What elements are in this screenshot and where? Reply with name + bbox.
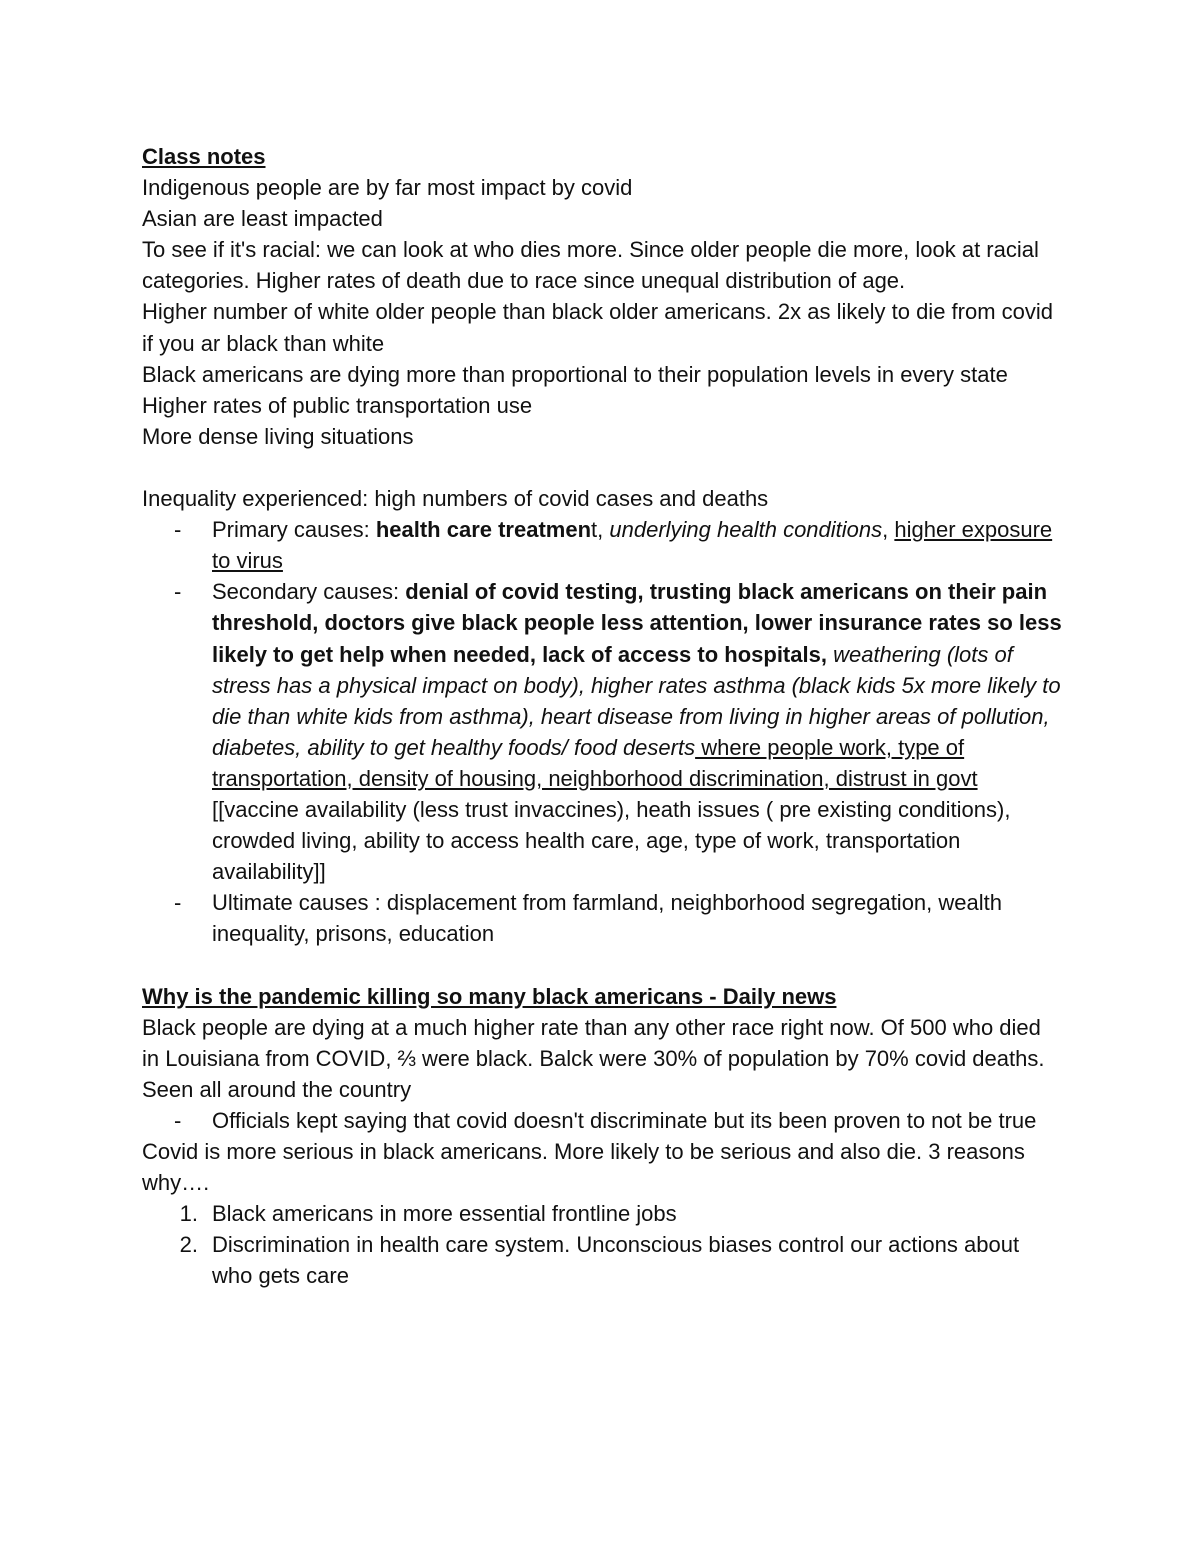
primary-label: Primary causes:	[212, 517, 376, 543]
daily-news-bullets	[142, 1105, 1062, 1136]
bullet-text: Officials kept saying that covid doesn't discriminate but its been proven to not be true	[212, 1107, 1037, 1133]
secondary-label: Secondary causes:	[212, 579, 406, 605]
dash-marker: -	[174, 1107, 182, 1133]
dash-marker: -	[174, 890, 182, 916]
list-item	[142, 1229, 1062, 1291]
blank-line	[142, 949, 1062, 980]
reason-text: Discrimination in health care system. Unconscious biases control our actions about who gets care	[212, 1232, 1020, 1289]
primary-sep: ,	[597, 517, 610, 543]
dash-marker: -	[174, 517, 182, 543]
class-notes-heading: Class notes	[142, 144, 266, 169]
secondary-plain: [[vaccine availability (less trust invaccines), heath issues ( pre existing conditions), crowded living, ability to access health care, age, type of work, transportation availability]]	[212, 796, 1011, 885]
daily-news-heading: Why is the pandemic killing so many black americans - Daily news	[142, 983, 837, 1009]
list-item	[142, 1198, 1062, 1229]
note-line: More dense living situations	[142, 423, 414, 449]
secondary-underlined: where people work, type of transportation, density of housing, neighborhood discrimination, distrust in govt	[212, 734, 978, 791]
reasons-list	[142, 1198, 1062, 1291]
note-line: Asian are least impacted	[142, 206, 383, 232]
primary-italic: underlying health conditions	[609, 517, 883, 543]
primary-sep: ,	[882, 517, 895, 543]
reason-text: Black americans in more essential frontline jobs	[212, 1201, 677, 1227]
causes-list	[142, 514, 1062, 949]
note-line: Black americans are dying more than proportional to their population levels in every state	[142, 361, 1008, 387]
dash-marker: -	[174, 579, 182, 605]
number-marker: 1.	[179, 1201, 198, 1227]
note-line: Higher number of white older people than black older americans. 2x as likely to die from covid if you ar black than white	[142, 299, 1054, 356]
list-item-secondary-causes	[142, 576, 1062, 887]
list-item-primary-causes	[142, 514, 1062, 576]
ultimate-text: Ultimate causes : displacement from farmland, neighborhood segregation, wealth inequality, prisons, education	[212, 890, 1002, 947]
number-marker: 2.	[179, 1232, 198, 1258]
note-line: Higher rates of public transportation use	[142, 392, 533, 418]
note-line: To see if it's racial: we can look at who dies more. Since older people die more, look at racial categories. Higher rates of death due to race since unequal distribution of age.	[142, 237, 1039, 294]
serious-line: Covid is more serious in black americans. More likely to be serious and also die. 3 reasons why….	[142, 1139, 1025, 1196]
document-page	[142, 141, 1062, 1291]
primary-t: t	[591, 517, 598, 543]
daily-news-intro: Black people are dying at a much higher rate than any other race right now. Of 500 who died in Louisiana from COVID, ⅔ were black. Balck were 30% of population by 70% covid deaths. Seen all around the country	[142, 1014, 1045, 1102]
primary-underlined: higher exposure to virus	[212, 517, 1053, 574]
list-item	[142, 1105, 1062, 1136]
note-line: Indigenous people are by far most impact by covid	[142, 175, 633, 201]
list-item-ultimate-causes	[142, 887, 1062, 949]
inequality-line: Inequality experienced: high numbers of covid cases and deaths	[142, 486, 769, 512]
blank-line	[142, 452, 1062, 483]
secondary-italic: weathering (lots of stress has a physical impact on body), higher rates asthma (black kids 5x more likely to die than white kids from asthma), heart disease from living in higher areas of pollution, diabetes, ability to get healthy foods/ food deserts	[212, 641, 1061, 760]
secondary-bold: denial of covid testing, trusting black americans on their pain threshold, doctors give black people less attention, lower insurance rates so less likely to get help when needed, lack of access to hospitals,	[212, 579, 1062, 667]
primary-bold: health care treatmen	[375, 517, 592, 543]
